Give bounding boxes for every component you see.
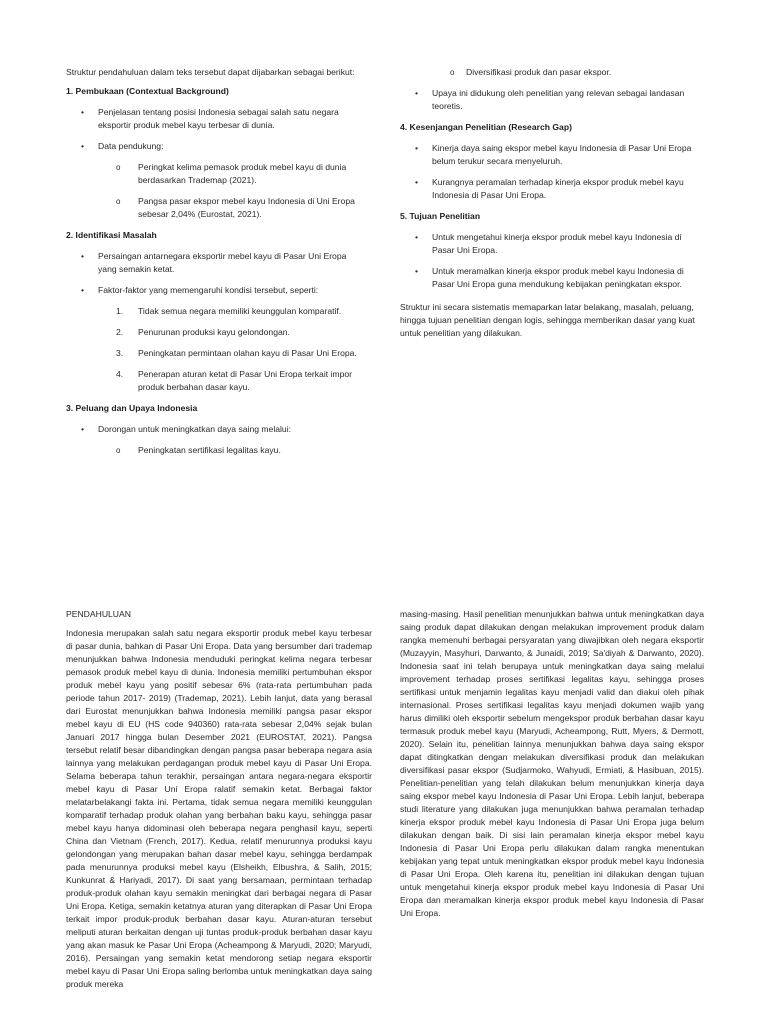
bullet-icon: • xyxy=(415,143,419,153)
circle-bullet-icon: o xyxy=(450,68,455,77)
circle-bullet-icon: o xyxy=(116,163,121,172)
bullet-icon: • xyxy=(81,251,85,261)
bullet-icon: • xyxy=(415,88,419,98)
list-item: • Untuk meramalkan kinerja ekspor produk mebel kayu Indonesia di Pasar Uni Eropa guna mendukung kebijakan peningkatan ekspor. xyxy=(415,266,684,289)
bullet-icon: • xyxy=(81,141,85,151)
outline-right-column xyxy=(400,66,704,340)
list-item: • Penjelasan tentang posisi Indonesia sebagai salah satu negara eksportir produk mebel kayu terbesar di dunia. xyxy=(81,107,339,130)
list-item: • Untuk mengetahui kinerja ekspor produk mebel kayu Indonesia di Pasar Uni Eropa. xyxy=(415,232,682,255)
body-paragraph-left: Indonesia merupakan salah satu negara eksportir produk mebel kayu terbesar di pasar dunia, bahkan di Pasar Uni Eropa. Data yang bersumber dari trademap menunjukkan bahwa Indonesia menduduki peringkat kelima negara terbesar pemasok produk mebel kayu di dunia. Indonesia memiliki pertumbuhan ekspor produk mebel kayu yang positif sebesar 6% (rata-rata pertumbuhan pada periode tahun 2017- 2019) (Trademap, 2021). Lebih lanjut, data yang berasal dari Eurostat menunjukkan bahwa Indonesia memiliki pangsa pasar ekspor mebel kayu di EU (HS code 940360) rata-rata sebesar 2,04% sejak bulan Januari 2017 hingga bulan Desember 2021 (EUROSTAT, 2021). Pangsa tersebut relatif besar dibandingkan dengan pangsa pasar beberapa negara asia lainnya yang melakukan perdagangan produk mebel kayu di Pasar Uni Eropa. Selama beberapa tahun terakhir, persaingan antara negara-negara eksportir mebel kayu di Pasar Uni Eropa ralatif semakin ketat. Berbagai faktor melatarbelakangi fakta ini. Pertama, tidak semua negara memiliki keunggulan komparatif terhadap produk olahan yang berbahan baku kayu, sehingga pasar mebel kayu hanya didominasi oleh beberapa negara penghasil kayu, seperti China dan Vietnam (French, 2017). Kedua, relatif menurunnya produksi kayu gelondongan yang merupakan bahan dasar mebel kayu, sehingga berdampak pada menurunnya produksi mebel kayu (Elsheikh, Elbushra, & Salih, 2015; Kunkunrat & Hariyadi, 2017). Di saat yang bersamaan, permintaan terhadap produk-produk olahan kayu semakin meningkat dari berbagai negara di Pasar Uni Eropa. Ketiga, semakin ketatnya aturan yang diterapkan di Pasar Uni Eropa terkait impor produk-produk berbahan dasar kayu. Aturan-aturan tersebut meliputi aturan berkaitan dengan uji tuntas produk-produk berbahan dasar kayu yang akan masuk ke Pasar Uni Eropa (Acheampong & Maryudi, 2020; Maryudi, 2016). Persaingan yang semakin ketat mendorong setiap negara eksportir mebel kayu di Pasar Uni Eropa saling berlomba untuk meningkatkan daya saing produk mereka xyxy=(66,628,372,989)
sub-list-item: o Peningkatan sertifikasi legalitas kayu. xyxy=(116,445,281,455)
section-title: PENDAHULUAN xyxy=(66,609,131,619)
sub-list-item: o Peringkat kelima pemasok produk mebel kayu di dunia berdasarkan Trademap (2021). xyxy=(116,162,347,185)
numbered-item: 3. Peningkatan permintaan olahan kayu di Pasar Uni Eropa. xyxy=(116,348,357,358)
numbered-item: 4. Penerapan aturan ketat di Pasar Uni Eropa terkait impor produk berbahan dasar kayu. xyxy=(116,369,353,392)
section-4-heading: 4. Kesenjangan Penelitian (Research Gap) xyxy=(400,122,572,132)
list-item: • Faktor-faktor yang memengaruhi kondisi tersebut, seperti: xyxy=(81,285,319,295)
bullet-icon: • xyxy=(81,285,85,295)
section-1-list xyxy=(66,106,366,221)
sub-list-item: o Diversifikasi produk dan pasar ekspor. xyxy=(450,67,612,77)
list-item: • Kinerja daya saing ekspor mebel kayu Indonesia di Pasar Uni Eropa belum terukur secara menyeluruh. xyxy=(415,143,692,166)
body-right-column xyxy=(400,608,704,920)
bullet-icon: • xyxy=(81,107,85,117)
outline-conclusion: Struktur ini secara sistematis memaparkan latar belakang, masalah, peluang, hingga tujuan penelitian dengan logis, sehingga memberikan dasar yang kuat untuk penelitian yang dilakukan. xyxy=(400,302,695,338)
bullet-icon: • xyxy=(415,177,419,187)
section-3-list xyxy=(66,423,366,457)
circle-bullet-icon: o xyxy=(116,446,121,455)
circle-bullet-icon: o xyxy=(116,197,121,206)
bullet-icon: • xyxy=(415,232,419,242)
sub-list-item: o Pangsa pasar ekspor mebel kayu Indonesia di Uni Eropa sebesar 2,04% (Eurostat, 2021). xyxy=(116,196,355,219)
body-paragraph-right: masing-masing. Hasil penelitian menunjukkan bahwa untuk meningkatkan daya saing produk dapat dilakukan dengan melakukan improvement produk dalam rangka memenuhi berbagai persyaratan yang diwajibkan oleh negara eksportir (Muzayyin, Masyhuri, Darwanto, & Junaidi, 2019; Sa'diyah & Darwanto, 2020). Indonesia saat ini telah berupaya untuk meningkatkan daya saing melalui improvement terhadap proses sertifikasi legalitas kayu, sehingga proses sertifikasi untuk menjamin legalitas kayu menjadi valid dan diakui oleh pihak internasional. Proses sertifikasi legalitas kayu menjadi dokumen wajib yang harus dimiliki oleh eksportir sebelum mengekspor produk berbahan dasar kayu termasuk produk mebel kayu (Maryudi, Acheampong, Rutt, Myers, & Dermott, 2020). Selain itu, penelitian lainnya menunjukkan bahwa daya saing ekspor dapat ditingkatkan dengan melakukan diversifikasi produk dan melakukan diversifikasi pasar ekspor (Sudjarmoko, Wahyudi, Ermiati, & Hasibuan, 2015). Penelitian-penelitian yang telah dilakukan belum menunjukkan kinerja daya saing ekspor mebel kayu Indonesia di Pasar Uni Eropa. Lebih lanjut, beberapa studi literature yang dilakukan juga menunjukkan bahwa peramalan terhadap kinerja ekspor produk mebel kayu Indonesia di Pasar Uni Eropa juga belum dilakukan dengan baik. Di sisi lain peramalan kinerja ekspor mebel kayu Indonesia di Pasar Uni Eropa perlu dilakukan dalam rangka menentukan kebijakan yang tepat untuk meningkatkan ekspor produk mebel kayu Indonesia di Pasar Uni Eropa. Oleh karena itu, penelitian ini dilakukan dengan tujuan untuk mengetahui kinerja ekspor produk mebel kayu Indonesia di Pasar Uni Eropa dan meramalkan kinerja ekspor produk mebel kayu Indonesia di Pasar Uni Eropa. xyxy=(400,609,704,918)
outline-intro: Struktur pendahuluan dalam teks tersebut dapat dijabarkan sebagai berikut: xyxy=(66,67,355,77)
section-5-list xyxy=(400,231,704,291)
list-item: • Upaya ini didukung oleh penelitian yang relevan sebagai landasan teoretis. xyxy=(415,88,685,111)
section-3-heading: 3. Peluang dan Upaya Indonesia xyxy=(66,403,198,413)
list-item: • Dorongan untuk meningkatkan daya saing melalui: xyxy=(81,424,292,434)
body-left-column xyxy=(66,608,372,991)
section-4-list xyxy=(400,142,704,202)
list-item: • Data pendukung: xyxy=(81,141,164,151)
section-2-list xyxy=(66,250,366,394)
bullet-icon: • xyxy=(81,424,85,434)
list-item: • Kurangnya peramalan terhadap kinerja ekspor produk mebel kayu Indonesia di Pasar Uni Eropa. xyxy=(415,177,684,200)
list-item: • Persaingan antarnegara eksportir mebel kayu di Pasar Uni Eropa yang semakin ketat. xyxy=(81,251,347,274)
bullet-icon: • xyxy=(415,266,419,276)
section-2-heading: 2. Identifikasi Masalah xyxy=(66,230,157,240)
numbered-item: 2. Penurunan produksi kayu gelondongan. xyxy=(116,327,290,337)
numbered-item: 1. Tidak semua negara memiliki keunggulan komparatif. xyxy=(116,306,342,316)
outline-left-column xyxy=(66,66,366,465)
section-1-heading: 1. Pembukaan (Contextual Background) xyxy=(66,86,229,96)
section-5-heading: 5. Tujuan Penelitian xyxy=(400,211,481,221)
